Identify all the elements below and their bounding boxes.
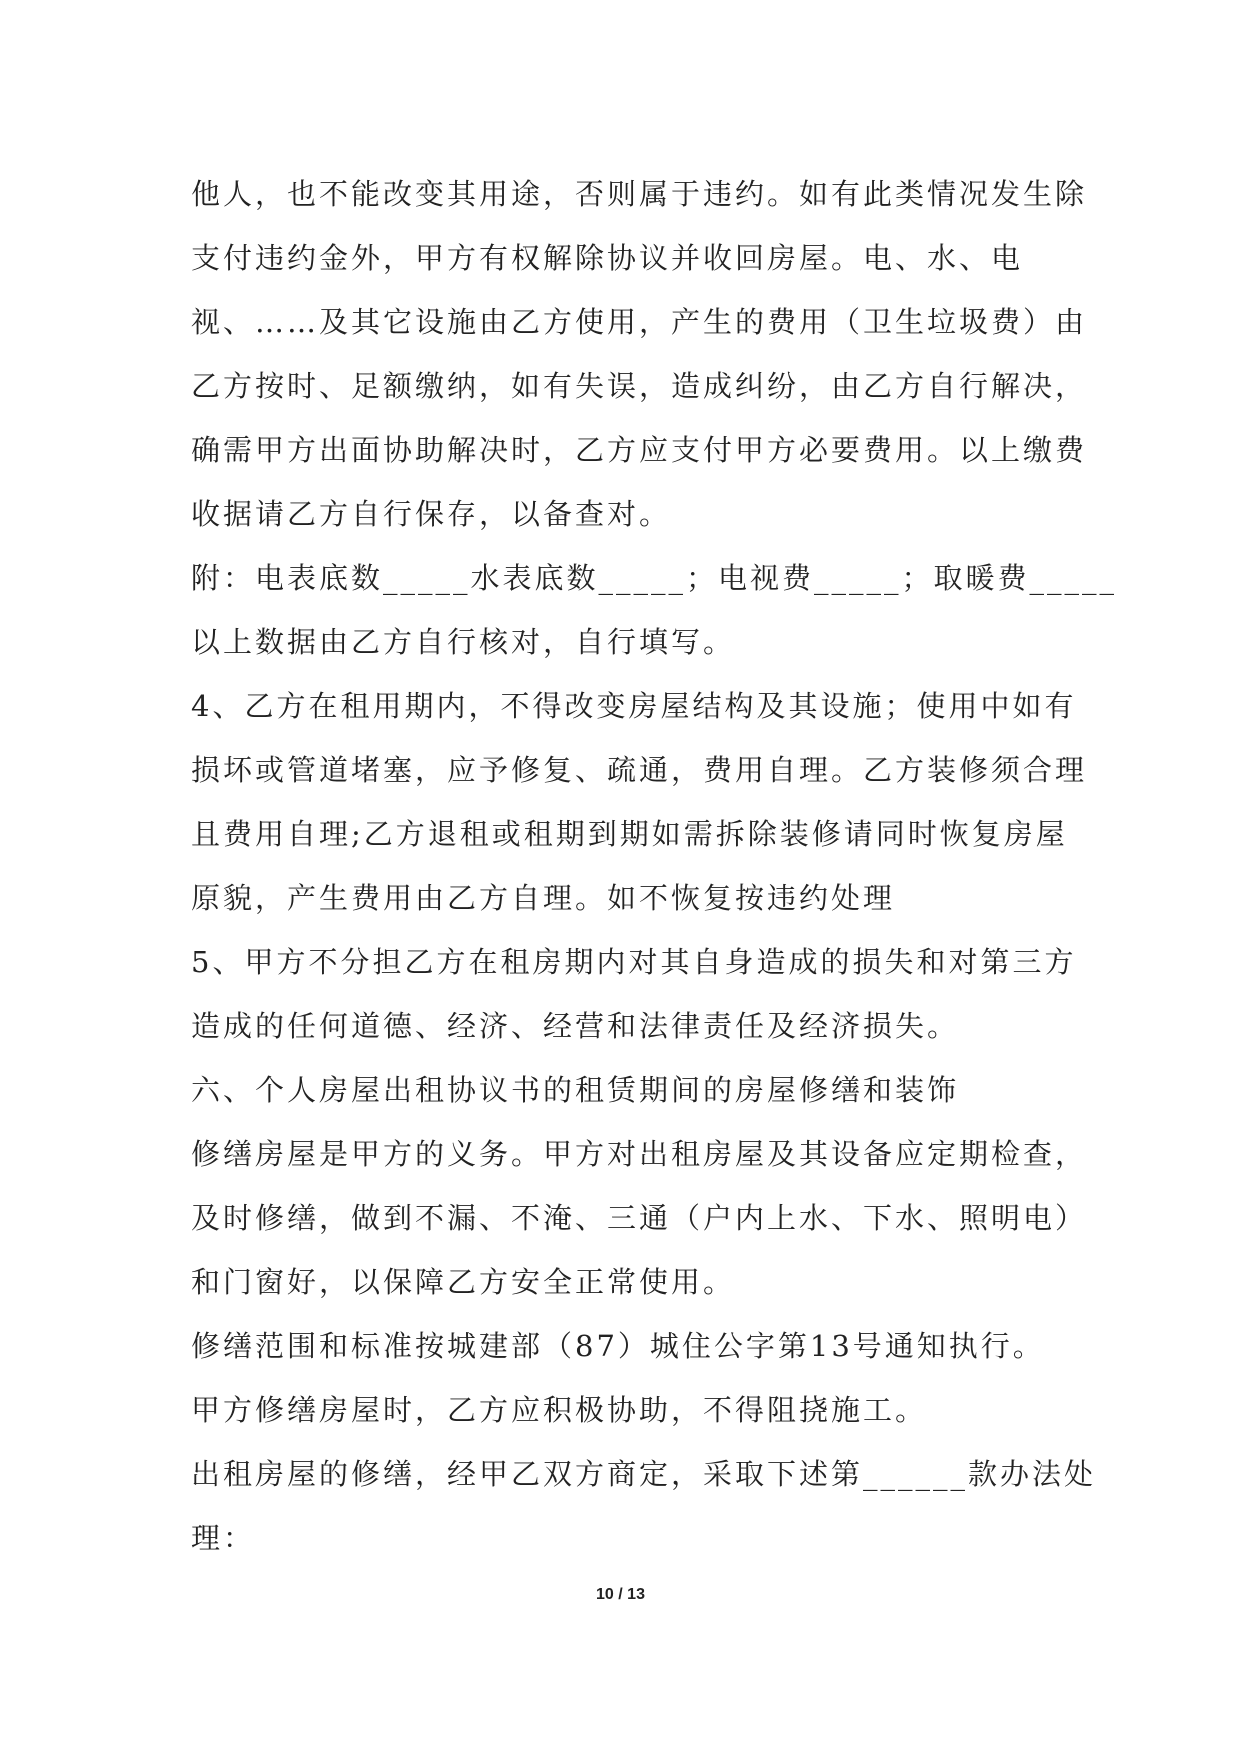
text-line: 和门窗好，以保障乙方安全正常使用。	[191, 1265, 736, 1299]
text-line: 收据请乙方自行保存，以备查对。	[191, 497, 672, 531]
text-line: 4、乙方在租用期内，不得改变房屋结构及其设施；使用中如有	[191, 689, 1077, 723]
text-line: 5、甲方不分担乙方在租房期内对其自身造成的损失和对第三方	[191, 945, 1077, 979]
text-line: 乙方按时、足额缴纳，如有失误，造成纠纷，由乙方自行解决，	[191, 369, 1088, 403]
text-line: 以上数据由乙方自行核对，自行填写。	[191, 625, 736, 659]
text-line: 修缮房屋是甲方的义务。甲方对出租房屋及其设备应定期检查，	[191, 1137, 1088, 1171]
text-line: 附：电表底数_____水表底数_____；电视费_____；取暖费_____	[191, 561, 1118, 595]
text-line: 支付违约金外，甲方有权解除协议并收回房屋。电、水、电	[191, 241, 1024, 275]
text-line: 造成的任何道德、经济、经营和法律责任及经济损失。	[191, 1009, 960, 1043]
text-line: 损坏或管道堵塞，应予修复、疏通，费用自理。乙方装修须合理	[191, 753, 1088, 787]
document-body	[191, 162, 1118, 1570]
text-line: 他人，也不能改变其用途，否则属于违约。如有此类情况发生除	[191, 177, 1088, 211]
text-line: 修缮范围和标准按城建部（87）城住公字第13号通知执行。	[191, 1329, 1045, 1363]
page-number: 10 / 13	[596, 1586, 645, 1603]
text-line: 确需甲方出面协助解决时，乙方应支付甲方必要费用。以上缴费	[191, 433, 1088, 467]
text-line: 出租房屋的修缮，经甲乙双方商定，采取下述第______款办法处	[191, 1457, 1097, 1491]
text-line: 甲方修缮房屋时，乙方应积极协助，不得阻挠施工。	[191, 1393, 928, 1427]
text-line: 原貌，产生费用由乙方自理。如不恢复按违约处理	[191, 881, 896, 915]
text-line: 视、……及其它设施由乙方使用，产生的费用（卫生垃圾费）由	[191, 305, 1088, 339]
section-heading: 六、个人房屋出租协议书的租赁期间的房屋修缮和装饰	[191, 1073, 960, 1107]
text-line: 且费用自理;乙方退租或租期到期如需拆除装修请同时恢复房屋	[191, 817, 1068, 851]
text-line: 及时修缮，做到不漏、不淹、三通（户内上水、下水、照明电）	[191, 1201, 1088, 1235]
text-line: 理：	[191, 1521, 256, 1555]
